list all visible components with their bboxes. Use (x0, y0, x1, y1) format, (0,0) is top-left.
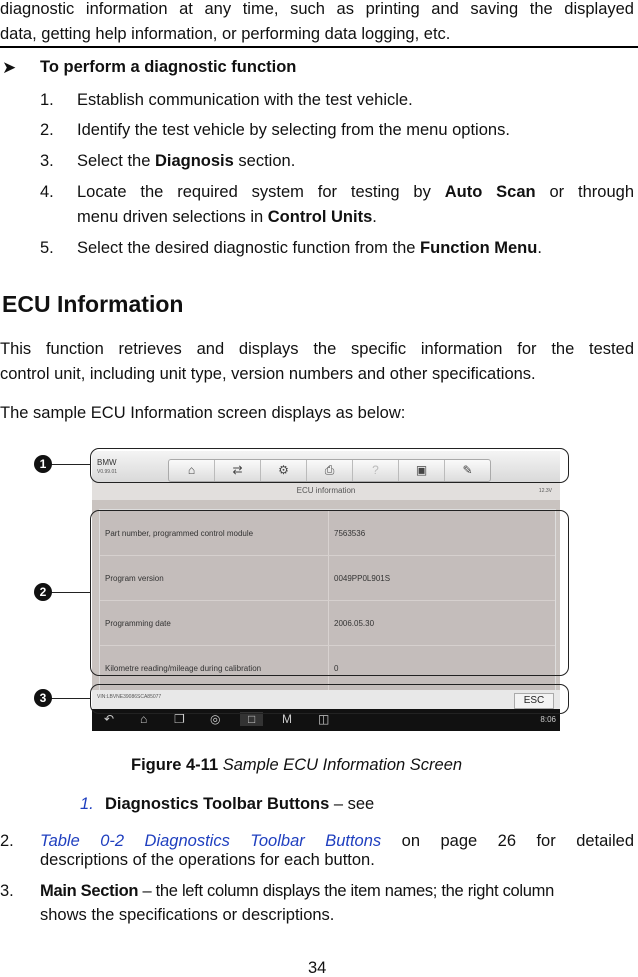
home-icon[interactable]: ⌂ (140, 712, 148, 726)
step-text: Establish communication with the test vehicle. (77, 91, 413, 109)
text: menu driven selections in (77, 208, 268, 226)
caption-text: Sample ECU Information Screen (218, 756, 463, 774)
callout-box-toolbar (90, 448, 569, 483)
save-icon[interactable]: ▣ (399, 460, 445, 481)
page-number: 34 (308, 959, 327, 977)
callout-marker: 3 (34, 689, 52, 707)
text: on page 26 for detailed (381, 832, 634, 850)
note-number: 1. (80, 795, 94, 813)
item-name: Kilometre reading/mileage during calibration (105, 664, 262, 673)
bold-text: Main Section (40, 882, 139, 900)
bold-text: Diagnostics Toolbar Buttons (105, 795, 330, 813)
item-value: 7563536 (334, 529, 366, 538)
note-text (40, 832, 634, 851)
printer-icon[interactable]: ⎙ (307, 460, 353, 481)
callout-marker: 1 (34, 455, 52, 473)
recent-apps-icon[interactable]: ❐ (174, 712, 185, 726)
text: . (537, 239, 542, 257)
back-icon[interactable]: ↶ (104, 712, 115, 726)
step-number: 1. (40, 91, 54, 109)
callout-line (50, 698, 90, 699)
intro-line: data, getting help information, or performing data logging, etc. (0, 25, 451, 43)
bold-text: Control Units (267, 208, 373, 226)
text: Select the (77, 152, 155, 170)
note-text (40, 882, 554, 901)
item-name: Programming date (105, 619, 171, 628)
intro-line: diagnostic information at any time, such as printing and saving the displayed (0, 0, 634, 18)
step-number: 2. (40, 121, 54, 139)
paragraph-line: control unit, including unit type, version numbers and other specifications. (0, 365, 536, 383)
screenshot-icon[interactable]: □ (240, 712, 263, 726)
browser-icon[interactable]: ◎ (210, 712, 221, 726)
help-icon[interactable]: ? (353, 460, 399, 481)
caption-label: Figure 4-11 (131, 756, 219, 774)
vehicle-swap-icon[interactable]: ⇄ (215, 460, 261, 481)
arrow-bullet-icon: ➤ (2, 58, 17, 77)
maxisys-icon[interactable]: M (282, 712, 292, 726)
step-text (77, 239, 542, 258)
step-text (77, 183, 634, 202)
item-value: 0049PP0L901S (334, 574, 391, 583)
step-text (77, 152, 295, 171)
note-number: 2. (0, 832, 14, 850)
vehicle-make: BMW (97, 458, 117, 467)
note-number: 3. (0, 882, 14, 900)
gear-icon[interactable]: ⚙ (261, 460, 307, 481)
item-value: 2006.05.30 (334, 619, 375, 628)
table-link[interactable]: Table 0-2 Diagnostics Toolbar Buttons (40, 832, 382, 850)
text: Select the desired diagnostic function from the (77, 239, 421, 257)
figure-caption (131, 756, 462, 775)
item-name: Program version (105, 574, 164, 583)
item-value: 0 (334, 664, 339, 673)
pen-icon[interactable]: ✎ (462, 463, 473, 477)
procedure-title: To perform a diagnostic function (40, 58, 297, 76)
item-name: Part number, programmed control module (105, 529, 254, 538)
note-text (105, 795, 374, 814)
callout-box-function (90, 684, 569, 714)
clock: 8:06 (540, 715, 556, 724)
text: – see (329, 795, 375, 813)
step-number: 5. (40, 239, 54, 257)
title-text: ECU information (296, 486, 356, 495)
battery-voltage: 12.3V (538, 488, 552, 494)
software-version: V0.99.01 (97, 469, 118, 475)
screen-title (92, 482, 560, 500)
vci-icon[interactable]: ◫ (318, 712, 330, 726)
text: Locate the required system for testing by (77, 183, 445, 201)
bold-text: Diagnosis (154, 152, 234, 170)
bold-text: Function Menu (420, 239, 538, 257)
paragraph-line: This function retrieves and displays the specific information for the tested (0, 340, 634, 358)
text: – the left column displays the item names; the right column (138, 882, 554, 900)
callout-box-main (90, 510, 569, 676)
step-text: Identify the test vehicle by selecting from the menu options. (77, 121, 510, 139)
note-text: shows the specifications or descriptions. (40, 906, 335, 924)
divider (0, 46, 638, 48)
callout-marker: 2 (34, 583, 52, 601)
text: or through (549, 183, 635, 201)
section-heading: ECU Information (2, 291, 184, 317)
vin-text: VIN:LBVNE39086SCA85077 (97, 694, 162, 700)
text: section. (233, 152, 296, 170)
bold-text: Auto Scan (444, 183, 536, 201)
paragraph-line: The sample ECU Information screen displays as below: (0, 404, 406, 422)
note-text: descriptions of the operations for each button. (40, 851, 375, 869)
step-number: 3. (40, 152, 54, 170)
text: . (372, 208, 377, 226)
home-icon[interactable]: ⌂ (169, 460, 215, 481)
step-number: 4. (40, 183, 54, 201)
esc-button[interactable]: ESC (514, 693, 554, 709)
step-text (77, 208, 377, 227)
callout-line (50, 592, 90, 593)
callout-line (50, 464, 90, 465)
